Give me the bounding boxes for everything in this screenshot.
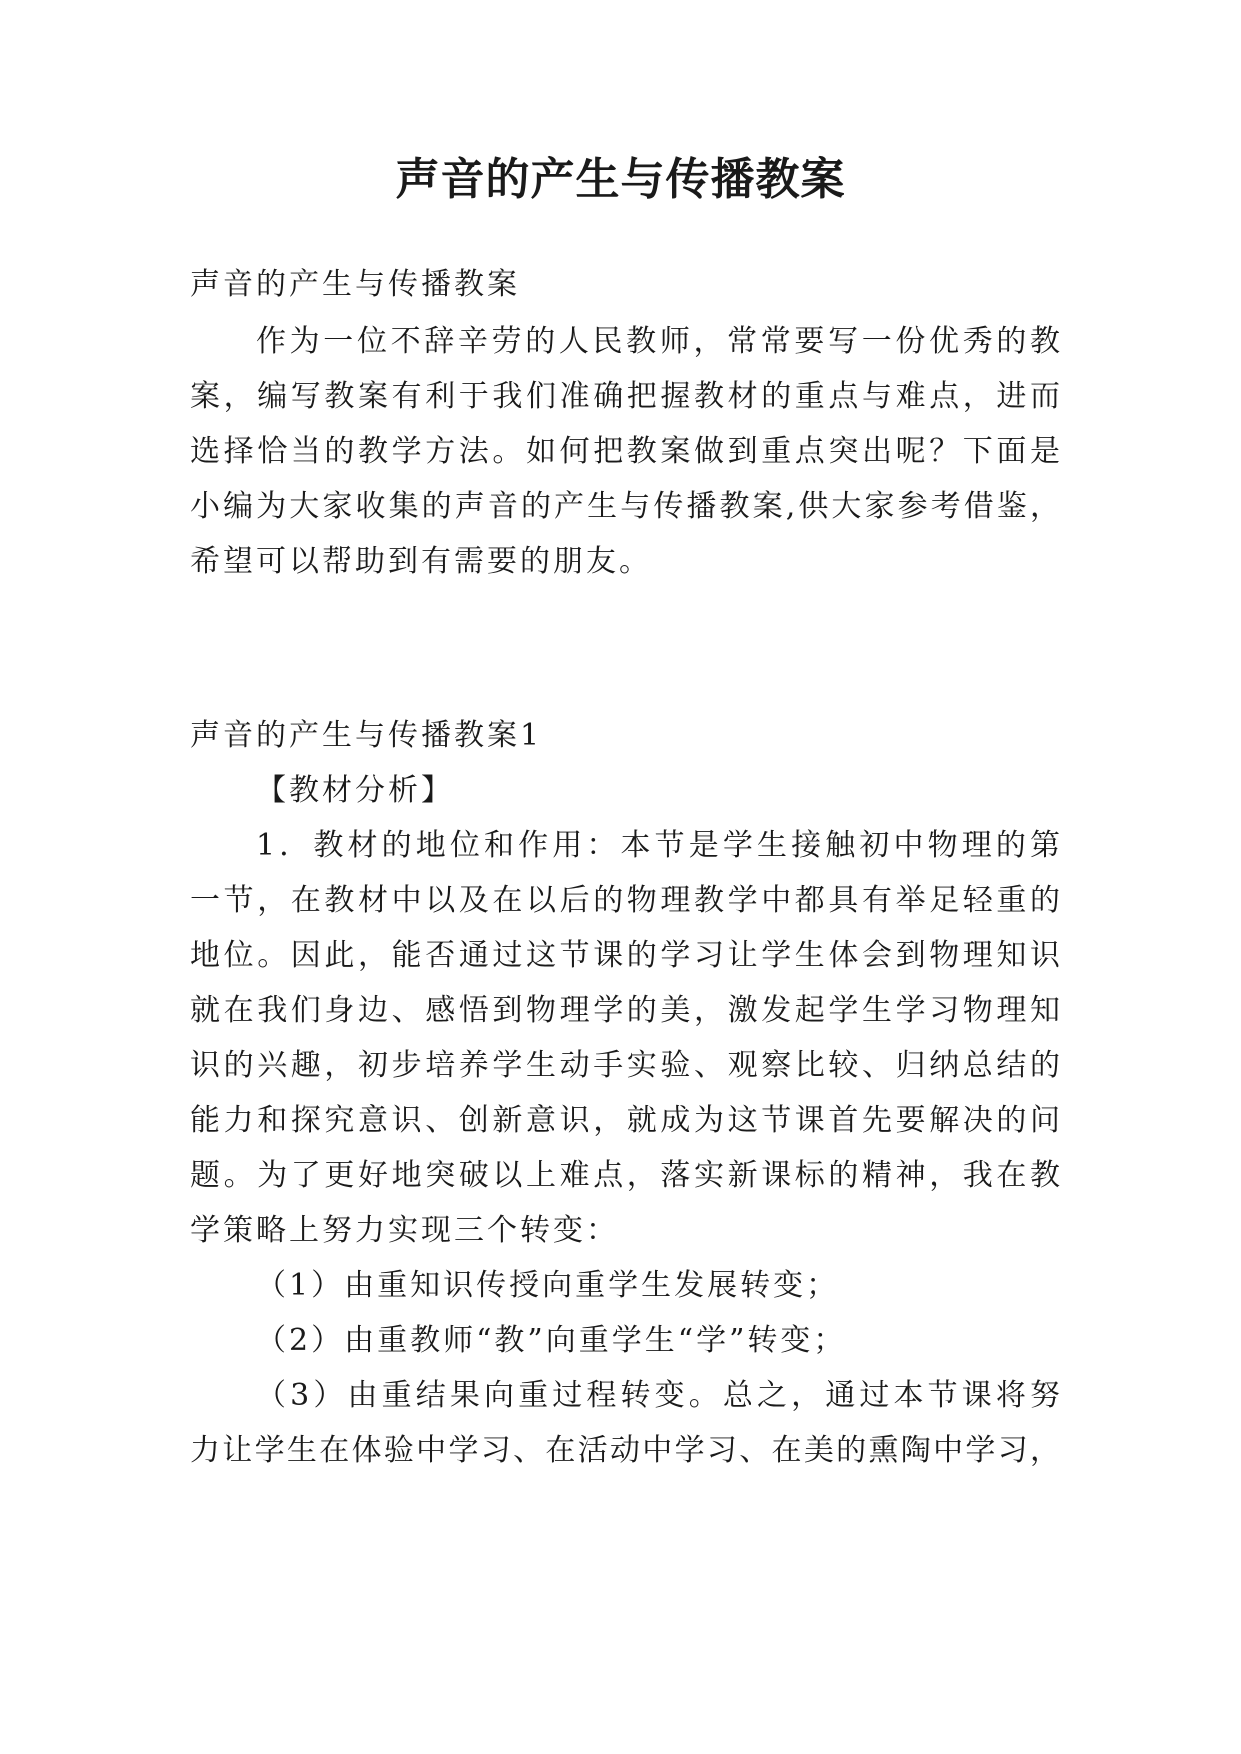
list-item: （1）由重知识传授向重学生发展转变； bbox=[256, 1268, 840, 1303]
paragraph-line: 学策略上努力实现三个转变： bbox=[190, 1213, 619, 1248]
list-item: （3）由重结果向重过程转变。总之，通过本节课将努 bbox=[256, 1378, 1060, 1413]
paragraph-line: 一节，在教材中以及在以后的物理教学中都具有举足轻重的 bbox=[190, 883, 1060, 918]
document-title: 声音的产生与传播教案 bbox=[395, 154, 846, 205]
paragraph-line: 案，编写教案有利于我们准确把握教材的重点与难点，进而 bbox=[190, 379, 1060, 414]
section-subheading: 【教材分析】 bbox=[256, 773, 454, 808]
paragraph-line: 小编为大家收集的声音的产生与传播教案,供大家参考借鉴， bbox=[190, 489, 1060, 524]
paragraph-line: 题。为了更好地突破以上难点，落实新课标的精神，我在教 bbox=[190, 1158, 1060, 1193]
paragraph-line: 选择恰当的教学方法。如何把教案做到重点突出呢？下面是 bbox=[190, 434, 1060, 469]
paragraph-line: 能力和探究意识、创新意识，就成为这节课首先要解决的问 bbox=[190, 1103, 1060, 1138]
paragraph-line: 希望可以帮助到有需要的朋友。 bbox=[190, 544, 652, 579]
subtitle-line: 声音的产生与传播教案 bbox=[190, 267, 520, 302]
paragraph-line: 地位。因此，能否通过这节课的学习让学生体会到物理知识 bbox=[190, 938, 1060, 973]
section-heading: 声音的产生与传播教案1 bbox=[190, 718, 543, 753]
paragraph-line: 1．教材的地位和作用：本节是学生接触初中物理的第 bbox=[256, 828, 1060, 863]
paragraph-line: 识的兴趣，初步培养学生动手实验、观察比较、归纳总结的 bbox=[190, 1048, 1060, 1083]
paragraph-line: 作为一位不辞辛劳的人民教师，常常要写一份优秀的教 bbox=[256, 324, 1060, 359]
list-item: （2）由重教师“教”向重学生“学”转变； bbox=[256, 1323, 847, 1358]
paragraph-line: 力让学生在体验中学习、在活动中学习、在美的熏陶中学习， bbox=[190, 1433, 1060, 1468]
paragraph-line: 就在我们身边、感悟到物理学的美，激发起学生学习物理知 bbox=[190, 993, 1060, 1028]
